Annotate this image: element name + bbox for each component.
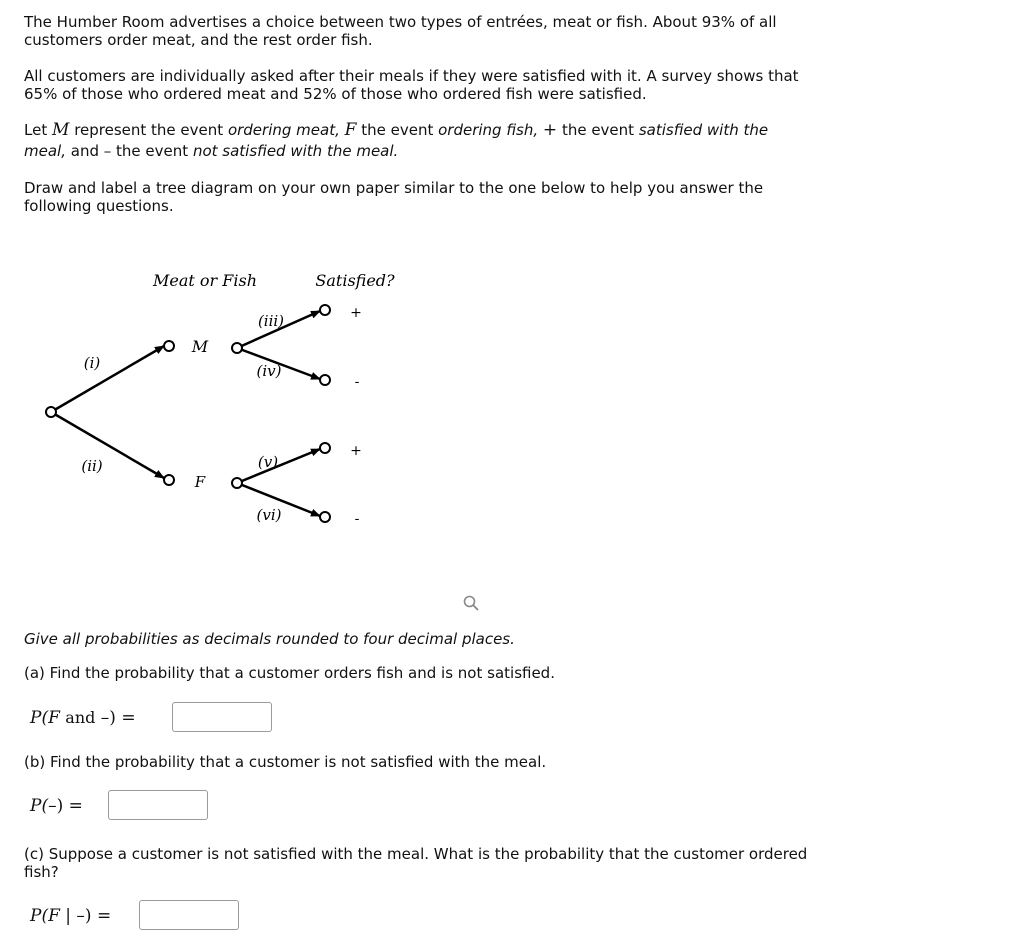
branch-label-iv: (iv)	[256, 362, 282, 380]
branch-line-i	[51, 346, 164, 412]
branch-label-i: (i)	[83, 354, 101, 372]
event-F: F	[344, 120, 357, 140]
question-b-expression: P(–) =	[30, 796, 83, 816]
outcome-plus-meat: +	[350, 305, 362, 321]
intro-paragraph-1: The Humber Room advertises a choice between two types of entrées, meat or fish. About 93% of all customers order meat, and the rest order fish.	[24, 13, 777, 49]
event-plus: +	[542, 120, 558, 140]
node-f-start	[232, 478, 242, 488]
branch-line-v	[237, 449, 320, 483]
leaf-node-4	[320, 512, 330, 522]
question-a-text: (a) Find the probability that a customer orders fish and is not satisfied.	[24, 664, 555, 682]
question-a-expression: P(F and –) =	[30, 708, 136, 728]
branch-label-ii: (ii)	[81, 457, 103, 475]
event-M: M	[51, 120, 70, 140]
node-m-start	[232, 343, 242, 353]
node-f-end	[164, 475, 174, 485]
header-satisfied: Satisfied?	[315, 271, 395, 290]
intro-paragraph-4: Draw and label a tree diagram on your own paper similar to the one below to help you answer the following questions.	[24, 179, 764, 215]
branch-line-ii	[51, 412, 164, 478]
root-node	[46, 407, 56, 417]
event-minus: –	[103, 142, 112, 160]
branch-label-v: (v)	[257, 453, 279, 471]
header-meat-or-fish: Meat or Fish	[152, 271, 258, 290]
node-label-f: F	[194, 473, 206, 491]
outcome-plus-fish: +	[350, 443, 362, 459]
intro-paragraph-3: Let M represent the event ordering meat, F the event ordering fish, + the event satisfied with the meal, and – the event not satisfied with the meal.	[24, 120, 769, 160]
question-c-expression: P(F | –) =	[30, 906, 112, 926]
branch-label-iii: (iii)	[257, 312, 285, 330]
rounding-instructions: Give all probabilities as decimals rounded to four decimal places.	[24, 630, 515, 648]
answer-input-b[interactable]	[108, 790, 208, 820]
node-m-end	[164, 341, 174, 351]
intro-paragraph-2: All customers are individually asked after their meals if they were satisfied with it. A survey shows that 65% of those who ordered meat and 52% of those who ordered fish were satisfied.	[24, 67, 799, 103]
leaf-node-1	[320, 305, 330, 315]
leaf-node-2	[320, 375, 330, 385]
leaf-node-3	[320, 443, 330, 453]
answer-input-c[interactable]	[139, 900, 239, 930]
question-c-text: (c) Suppose a customer is not satisfied with the meal. What is the probability that the customer ordered fish?	[24, 845, 808, 881]
question-b-text: (b) Find the probability that a customer is not satisfied with the meal.	[24, 753, 547, 771]
answer-input-a[interactable]	[172, 702, 272, 732]
outcome-minus-fish: -	[354, 511, 360, 527]
node-label-m: M	[191, 337, 209, 356]
outcome-minus-meat: -	[354, 374, 360, 390]
tree-diagram	[0, 255, 440, 535]
branch-label-vi: (vi)	[256, 506, 282, 524]
search-icon[interactable]	[462, 594, 480, 612]
